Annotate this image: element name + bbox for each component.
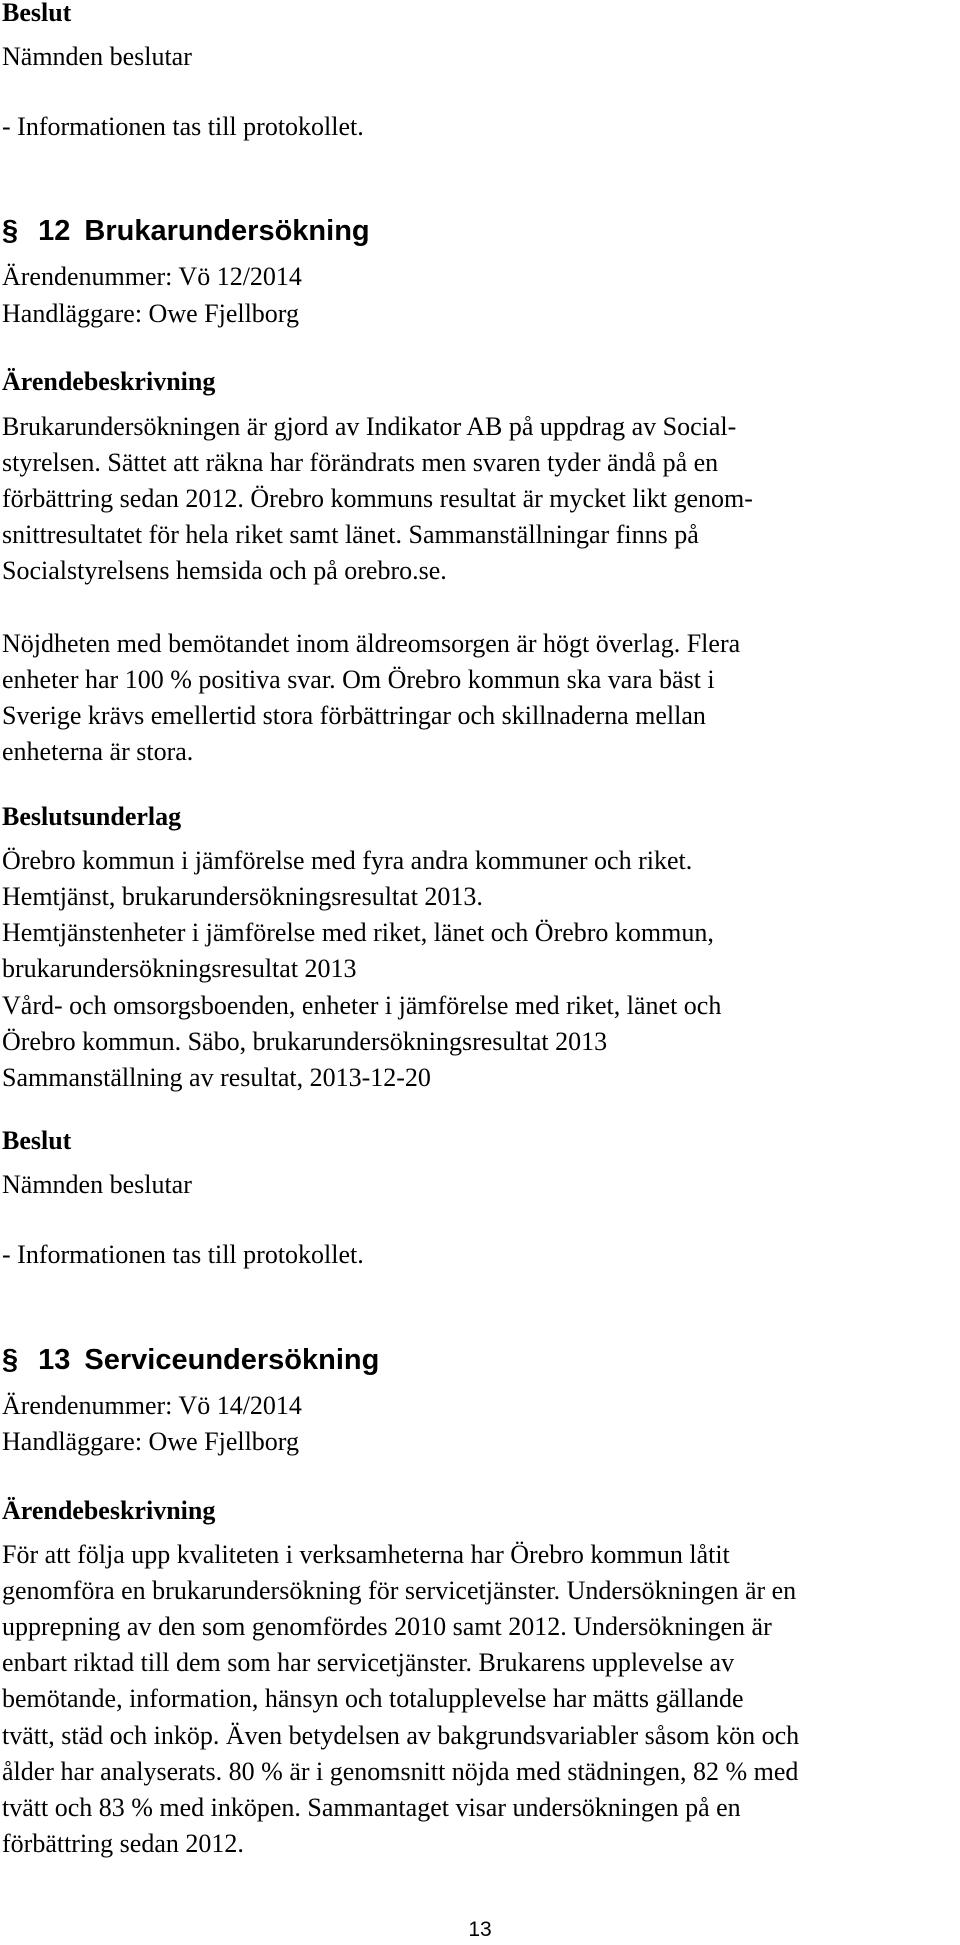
description-line: tvätt och 83 % med inköpen. Sammantaget visar undersökningen på en: [2, 1793, 741, 1822]
section-12-decision-heading: Beslut: [2, 1126, 72, 1155]
paragraph-line: enheter har 100 % positiva svar. Om Örebro kommun ska vara bäst i: [2, 665, 715, 694]
top-decision-heading: Beslut: [2, 0, 72, 27]
basis-line: Hemtjänstenheter i jämförelse med riket, länet och Örebro kommun,: [2, 918, 714, 947]
description-line: upprepning av den som genomfördes 2010 samt 2012. Undersökningen är: [2, 1612, 772, 1641]
description-line: Socialstyrelsens hemsida och på orebro.se.: [2, 556, 447, 585]
section-13-description-heading: Ärendebeskrivning: [2, 1496, 216, 1525]
description-line: förbättring sedan 2012. Örebro kommuns resultat är mycket likt genom-: [2, 484, 753, 513]
description-line: För att följa upp kvaliteten i verksamheterna har Örebro kommun låtit: [2, 1540, 730, 1569]
section-13-case-number: Ärendenummer: Vö 14/2014: [2, 1391, 302, 1420]
paragraph-line: enheterna är stora.: [2, 737, 194, 766]
section-title: Serviceundersökning: [84, 1344, 380, 1376]
description-line: snittresultatet för hela riket samt länet. Sammanställningar finns på: [2, 520, 699, 549]
description-line: styrelsen. Sättet att räkna har förändrats men svaren tyder ändå på en: [2, 448, 719, 477]
basis-line: Vård- och omsorgsboenden, enheter i jämförelse med riket, länet och: [2, 991, 722, 1020]
basis-line: Örebro kommun. Säbo, brukarundersökningsresultat 2013: [2, 1027, 608, 1056]
basis-line: Hemtjänst, brukarundersökningsresultat 2013.: [2, 882, 483, 911]
section-13-heading: [2, 1342, 379, 1378]
section-symbol: §: [2, 215, 19, 247]
basis-line: Örebro kommun i jämförelse med fyra andra kommuner och riket.: [2, 846, 693, 875]
section-12-decision-item: - Informationen tas till protokollet.: [2, 1240, 364, 1269]
section-12-heading: [2, 213, 370, 249]
description-line: enbart riktad till dem som har servicetjänster. Brukarens upplevelse av: [2, 1648, 735, 1677]
top-decision-item: - Informationen tas till protokollet.: [2, 112, 364, 141]
section-13-handler: Handläggare: Owe Fjellborg: [2, 1427, 299, 1456]
section-number: 12: [38, 215, 71, 247]
section-12-basis-heading: Beslutsunderlag: [2, 802, 182, 831]
description-line: tvätt, städ och inköp. Även betydelsen av bakgrundsvariabler såsom kön och: [2, 1721, 800, 1750]
basis-line: Sammanställning av resultat, 2013-12-20: [2, 1063, 431, 1092]
section-number: 13: [38, 1344, 71, 1376]
description-line: ålder har analyserats. 80 % är i genomsnitt nöjda med städningen, 82 % med: [2, 1757, 799, 1786]
top-decision-subtitle: Nämnden beslutar: [2, 42, 192, 71]
description-line: förbättring sedan 2012.: [2, 1829, 244, 1858]
description-line: genomföra en brukarundersökning för servicetjänster. Undersökningen är en: [2, 1576, 797, 1605]
section-12-description-heading: Ärendebeskrivning: [2, 367, 216, 396]
description-line: Brukarundersökningen är gjord av Indikator AB på uppdrag av Social-: [2, 412, 737, 441]
basis-line: brukarundersökningsresultat 2013: [2, 954, 357, 983]
section-12-handler: Handläggare: Owe Fjellborg: [2, 299, 299, 328]
description-line: bemötande, information, hänsyn och totalupplevelse har mätts gällande: [2, 1684, 744, 1713]
section-title: Brukarundersökning: [84, 215, 370, 247]
section-12-case-number: Ärendenummer: Vö 12/2014: [2, 262, 302, 291]
paragraph-line: Sverige krävs emellertid stora förbättringar och skillnaderna mellan: [2, 701, 706, 730]
section-12-decision-subtitle: Nämnden beslutar: [2, 1170, 192, 1199]
page-number: 13: [468, 1918, 492, 1941]
section-symbol: §: [2, 1344, 19, 1376]
paragraph-line: Nöjdheten med bemötandet inom äldreomsorgen är högt överlag. Flera: [2, 629, 741, 658]
